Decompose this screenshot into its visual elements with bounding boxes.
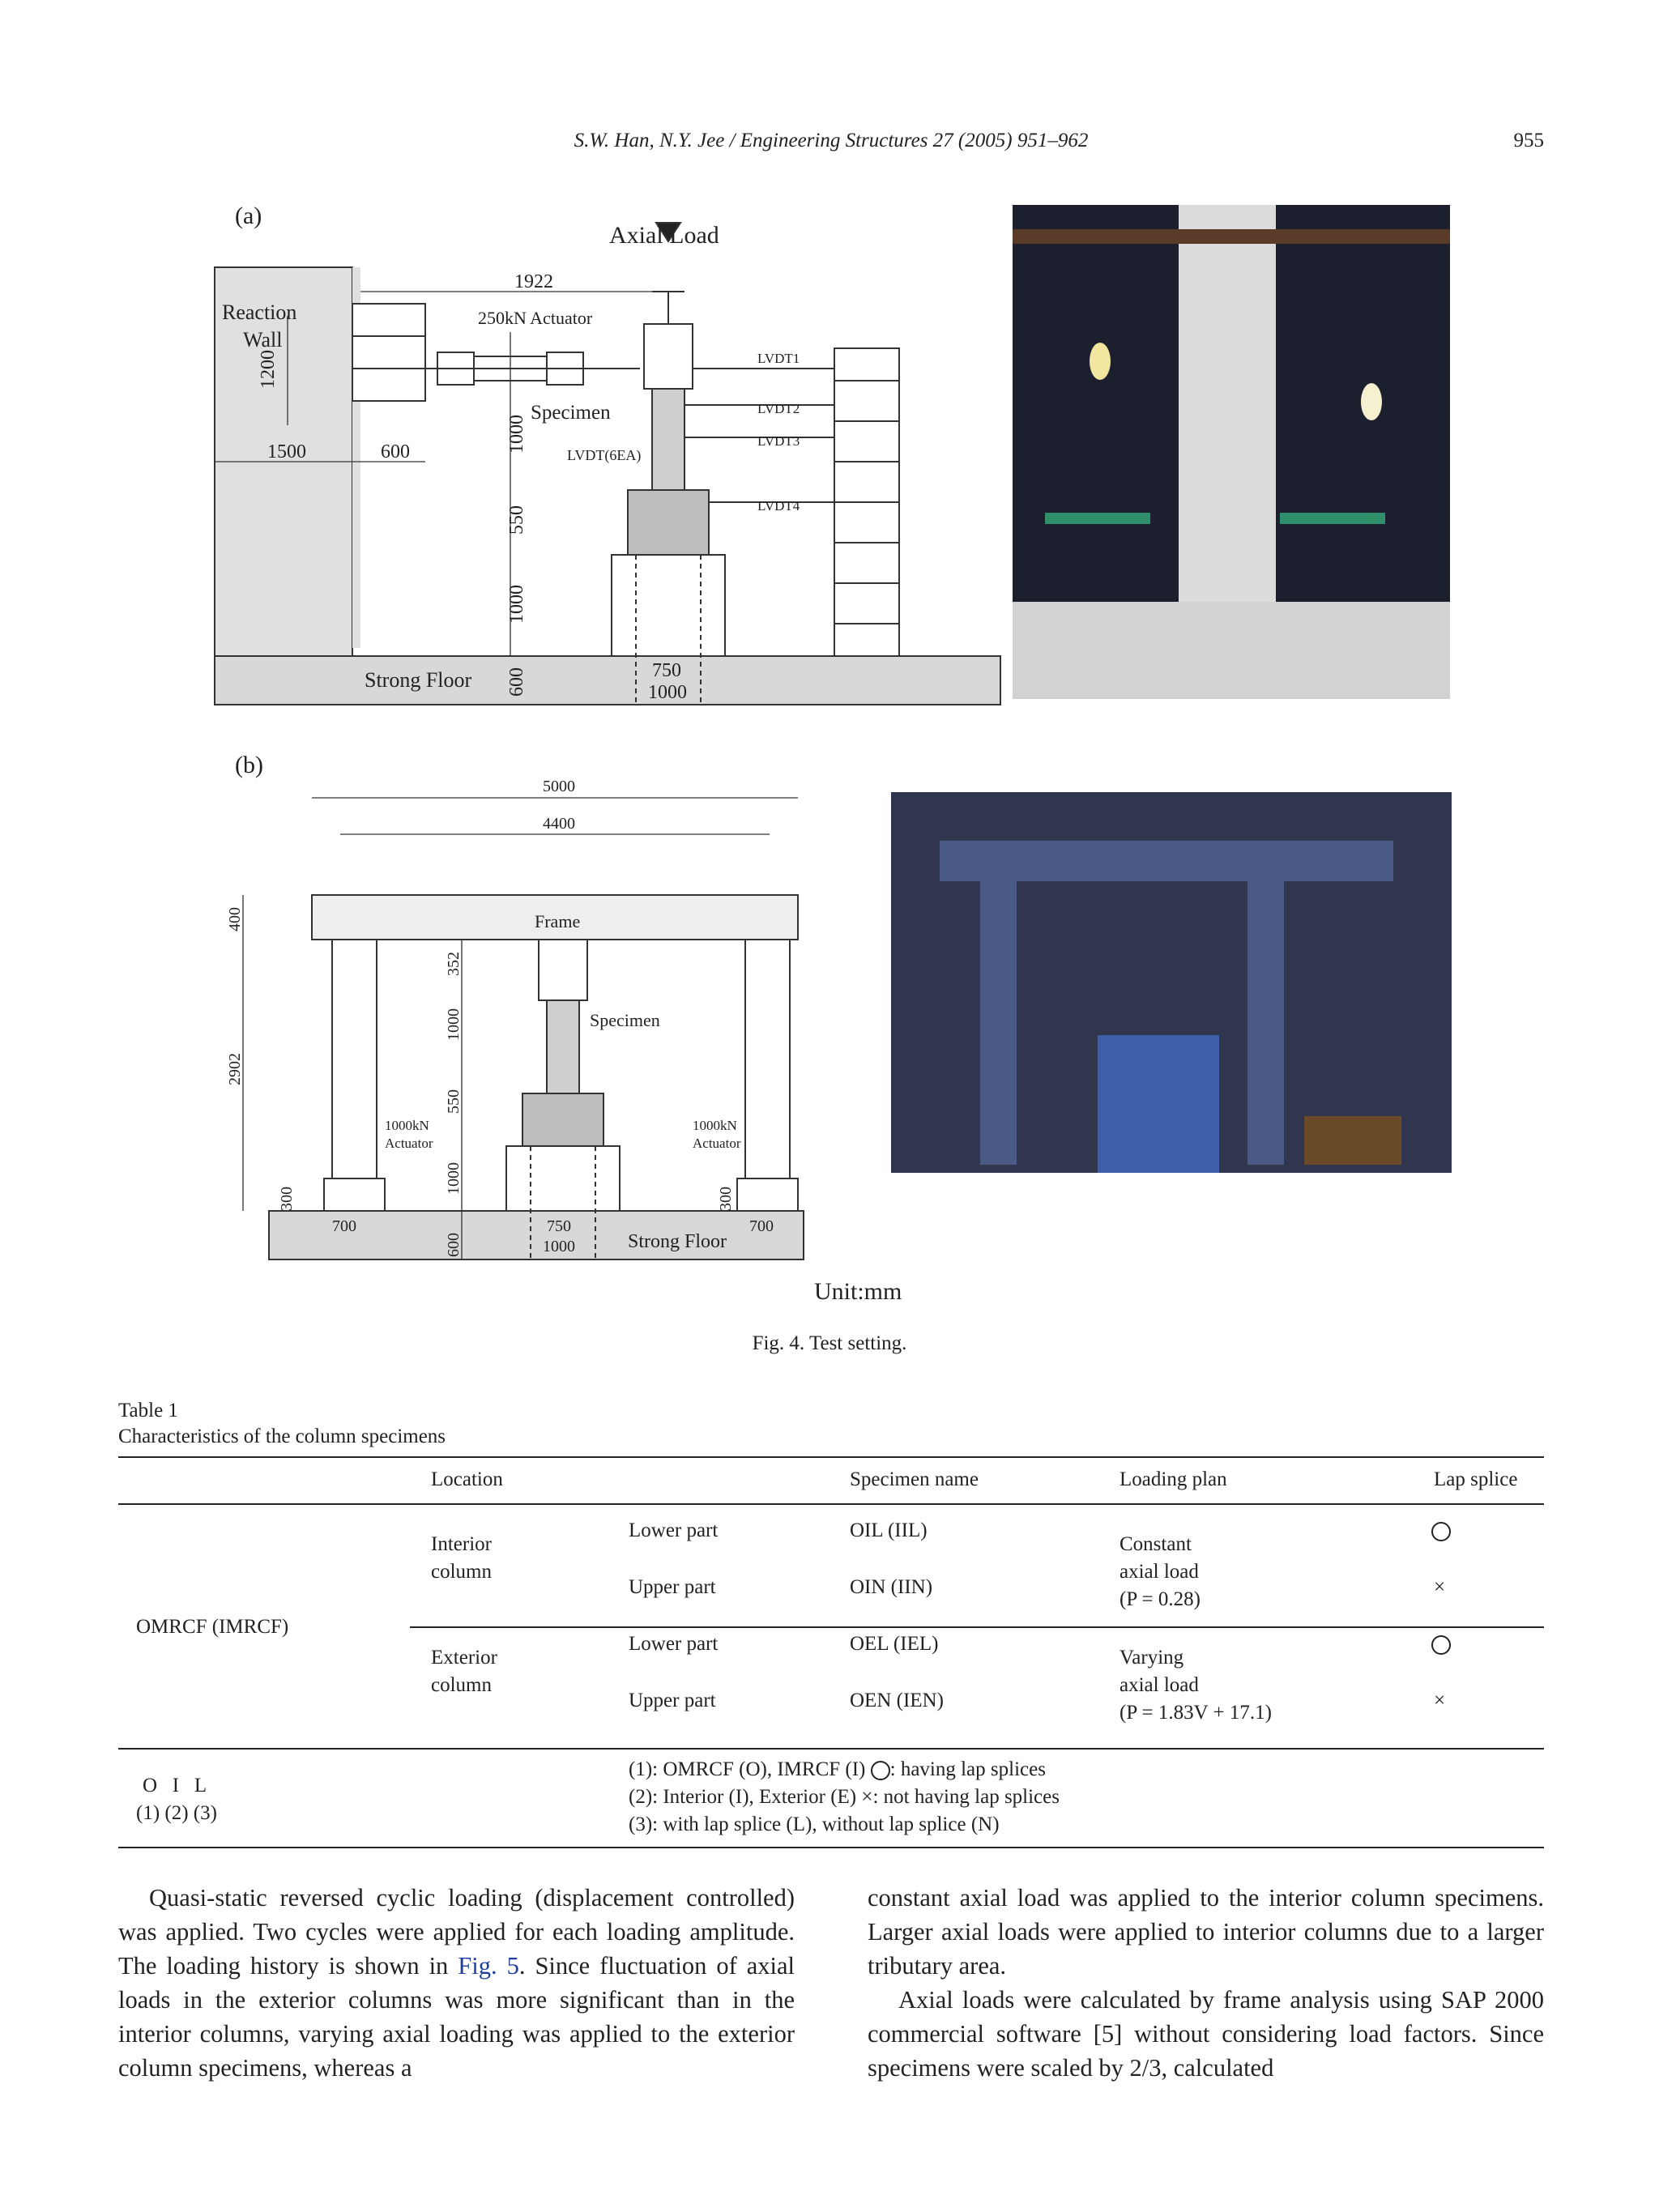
body-right-1: constant axial load was applied to the interior column specimens. Larger axial loads were applied to interior columns due to a larger tributary area. — [868, 1884, 1544, 1980]
exterior-upper-part: Upper part — [629, 1690, 716, 1711]
legend-numbers: (1) (2) (3) — [136, 1802, 217, 1824]
interior-upper-splice: × — [1434, 1576, 1446, 1598]
dim-750-b: 750 — [547, 1217, 571, 1235]
dim-1000-base-b: 1000 — [543, 1238, 575, 1255]
frame-label: Frame — [535, 911, 581, 931]
interior-plan-3: (P = 0.28) — [1120, 1588, 1201, 1610]
dim-700-right: 700 — [749, 1217, 774, 1235]
dim-1000-top-b: 1000 — [445, 1008, 463, 1041]
body-left-2: . Since fluctuation of axial loads in the exterior columns was more significant than in the interior columns, varying axial loading was applied to the exterior column specimens, whereas a — [118, 1952, 795, 2082]
photo-frame-b — [891, 792, 1452, 1173]
dim-1500: 1500 — [267, 441, 306, 462]
dim-1922: 1922 — [514, 271, 553, 292]
legend-letters: O I L — [143, 1775, 207, 1796]
strong-floor-label-a: Strong Floor — [365, 668, 472, 692]
exterior-plan-1: Varying — [1120, 1647, 1184, 1669]
dim-700-left: 700 — [332, 1217, 356, 1235]
interior-lower-part: Lower part — [629, 1519, 719, 1541]
body-right-column — [868, 1881, 1544, 2085]
page-number: 955 — [1513, 130, 1544, 151]
header-lap-splice: Lap splice — [1434, 1468, 1518, 1490]
dim-1000-top-a: 1000 — [506, 415, 527, 454]
photo-specimen-a — [1013, 205, 1450, 699]
dim-750-a: 750 — [652, 660, 681, 681]
header-loading-plan: Loading plan — [1120, 1468, 1227, 1490]
exterior-plan-3: (P = 1.83V + 17.1) — [1120, 1702, 1272, 1724]
exterior-lower-splice-circle-icon — [1431, 1630, 1451, 1658]
actuator-left-label-1: 1000kN — [385, 1118, 429, 1133]
exterior-upper-splice: × — [1434, 1690, 1446, 1711]
interior-upper-name: OIN (IIN) — [850, 1576, 933, 1598]
dim-550-b: 550 — [445, 1089, 463, 1114]
legend-line-2: (2): Interior (I), Exterior (E) ×: not having lap splices — [629, 1786, 1060, 1808]
test-setup-drawing-b — [219, 774, 867, 1276]
legend-circle-icon — [871, 1761, 890, 1780]
dim-1000-base-a: 1000 — [648, 682, 687, 703]
dim-1000-bottom-a: 1000 — [506, 585, 527, 624]
exterior-lower-part: Lower part — [629, 1633, 719, 1655]
characteristics-table — [118, 1456, 1544, 1848]
table-title: Characteristics of the column specimens — [118, 1426, 446, 1447]
panel-b-label: (b) — [235, 752, 263, 778]
fig5-link[interactable]: Fig. 5 — [458, 1952, 519, 1980]
axial-load-label: Axial Load — [609, 222, 719, 249]
dim-400: 400 — [226, 907, 244, 931]
interior-plan-2: axial load — [1120, 1561, 1199, 1583]
legend-line-1b: : having lap splices — [889, 1758, 1046, 1780]
dim-300-left: 300 — [278, 1187, 296, 1211]
actuator-right-label-1: 1000kN — [693, 1118, 737, 1133]
running-title: S.W. Han, N.Y. Jee / Engineering Structures 27 (2005) 951–962 — [574, 130, 1089, 151]
lvdt-6ea-label: LVDT(6EA) — [567, 447, 642, 463]
actuator-left-label-2: Actuator — [385, 1136, 433, 1151]
unit-label: Unit:mm — [814, 1278, 902, 1305]
actuator-right-label-2: Actuator — [693, 1136, 741, 1151]
dim-5000: 5000 — [543, 778, 575, 795]
dim-1000-bottom-b: 1000 — [445, 1162, 463, 1195]
lvdt2-label: LVDT2 — [757, 401, 800, 416]
reaction-wall-label-2: Wall — [243, 328, 283, 352]
dim-600-left: 600 — [381, 441, 410, 462]
test-setup-drawing-a — [203, 219, 1004, 713]
exterior-upper-name: OEN (IEN) — [850, 1690, 944, 1711]
dim-550-a: 550 — [506, 505, 527, 535]
reaction-wall-label-1: Reaction — [222, 300, 297, 324]
strong-floor-label-b: Strong Floor — [628, 1231, 727, 1252]
actuator-label: 250kN Actuator — [478, 308, 593, 328]
exterior-lower-name: OEL (IEL) — [850, 1633, 939, 1655]
interior-location-1: Interior — [431, 1533, 492, 1555]
specimen-label-a: Specimen — [531, 402, 611, 424]
dim-600-b: 600 — [445, 1233, 463, 1257]
lvdt3-label: LVDT3 — [757, 433, 800, 449]
legend-line-1a: (1): OMRCF (O), IMRCF (I) — [629, 1758, 871, 1780]
dim-2902: 2902 — [226, 1053, 244, 1085]
interior-lower-name: OIL (IIL) — [850, 1519, 928, 1541]
dim-4400: 4400 — [543, 815, 575, 833]
panel-a-label: (a) — [235, 202, 262, 229]
dim-600-floor-a: 600 — [506, 667, 527, 697]
dim-300-right: 300 — [717, 1187, 735, 1211]
group-label: OMRCF (IMRCF) — [136, 1616, 289, 1638]
exterior-plan-2: axial load — [1120, 1674, 1199, 1696]
running-header — [118, 130, 1544, 162]
dim-1200: 1200 — [258, 350, 279, 389]
exterior-location-2: column — [431, 1674, 492, 1696]
interior-location-2: column — [431, 1561, 492, 1583]
lvdt4-label: LVDT4 — [757, 498, 800, 514]
table-label: Table 1 — [118, 1400, 178, 1421]
legend-line-1 — [629, 1756, 1046, 1784]
legend-line-3: (3): with lap splice (L), without lap splice (N) — [629, 1813, 1000, 1835]
specimen-label-b: Specimen — [590, 1010, 660, 1030]
header-location: Location — [431, 1468, 503, 1490]
interior-plan-1: Constant — [1120, 1533, 1192, 1555]
interior-upper-part: Upper part — [629, 1576, 716, 1598]
figure-caption: Fig. 4. Test setting. — [752, 1332, 907, 1354]
dim-352: 352 — [445, 952, 463, 976]
body-left-column — [118, 1881, 795, 2085]
header-specimen-name: Specimen name — [850, 1468, 979, 1490]
interior-lower-splice-circle-icon — [1431, 1517, 1451, 1545]
lvdt1-label: LVDT1 — [757, 351, 800, 366]
body-left-1: Quasi-static reversed cyclic loading (displacement controlled) was applied. Two cycles were applied for each loading amplitude. The loading history is shown in — [118, 1884, 795, 1980]
exterior-location-1: Exterior — [431, 1647, 497, 1669]
body-right-2: Axial loads were calculated by frame analysis using SAP 2000 commercial software [5] without considering load factors. Since specimens were scaled by 2/3, calculated — [868, 1986, 1544, 2082]
